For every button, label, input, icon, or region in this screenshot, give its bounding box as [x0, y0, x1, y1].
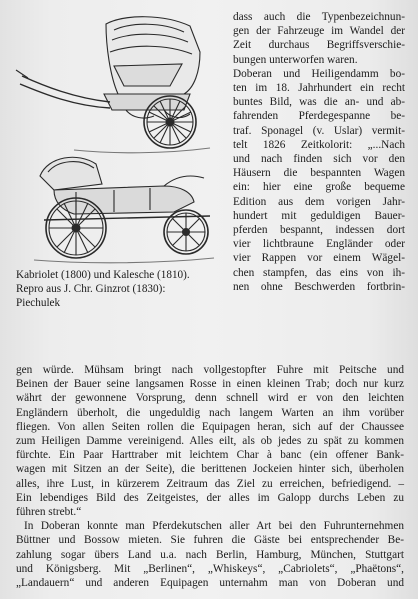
text-line: fliegen. Von allen Seiten rollen die Equipagen heran, sich auf der Chaussee — [16, 420, 404, 433]
text-line: wagen mit Sitzen an der Seite), die berittenen Jockeien hinter sich, überholen — [16, 463, 404, 476]
kabriolet-drawing — [16, 17, 210, 153]
text-line: nen ohne Beschwerden fortbrin- — [233, 280, 405, 293]
text-line: chen stampfen, das eins von ih- — [233, 266, 405, 279]
text-line: bungen unterworfen waren. — [233, 53, 358, 66]
text-line: fürchte. Ein Paar Harttraber mit leichtem Char à banc (ein offener Bank- — [16, 449, 404, 462]
text-line: ein: hier eine große bequeme — [233, 181, 405, 194]
text-line: In Doberan konnte man Pferdekutschen aller Art bei den Fuhrunternehmen — [24, 520, 404, 533]
text-line: alles, ihre Lust, in kürzerem Zeitraum das Ziel zu erreichen, befriedigend. – — [16, 477, 404, 490]
text-line: traf. Sponagel (v. Uslar) vermit- — [233, 124, 405, 137]
caption-line: Kabriolet (1800) und Kalesche (1810). — [16, 269, 190, 281]
text-line: und Königsberg. Mit „Berlinen“, „Whiskeys“, „Cabriolets“, „Phaëtons“, — [16, 562, 404, 575]
text-line: Doberan und Heiligendamm bo- — [233, 67, 405, 80]
text-line: Beinen der Bauer seine langsamen Rosse in einen kleinen Trab; doch nur kurz — [16, 378, 404, 391]
text-line: vier Rappen vor einem Wägel- — [233, 252, 405, 265]
text-line: dass auch die Typenbezeichnun- — [233, 11, 405, 23]
text-line: „Landauern“ und anderen Equipagen unternahm man von Doberan und — [16, 577, 404, 590]
text-line: telt 1826 Zeitkolorit: „...Nach — [233, 138, 405, 151]
text-line: buntes Bild, was die an- und ab- — [233, 96, 405, 109]
text-line: und nach finden sich vor den — [233, 153, 405, 166]
full-width-text — [16, 363, 404, 590]
text-line: Zeit durchaus Begriffsverschie- — [233, 39, 405, 52]
text-line: währt der gewonnene Vorsprung, denn schnell wird er von den leichten — [16, 392, 404, 405]
text-line: fahrenden Pferdegespanne be- — [233, 110, 405, 123]
text-line: gen der Fahrzeuge im Wandel der — [233, 25, 405, 38]
text-line: Häusern die bespannten Wagen — [233, 167, 405, 180]
text-line: Ein lebendiges Bild des Zeitgeistes, der alles im Galopp durchs Leben zu — [16, 491, 404, 504]
caption-line: Piechulek — [16, 297, 61, 310]
caption-line: Repro aus J. Chr. Ginzrot (1830): — [16, 283, 166, 296]
text-line: Edition aus dem vorigen Jahr- — [233, 195, 405, 208]
text-line: zahlung sogar übers Land u.a. nach Berlin, Hamburg, München, Stuttgart — [16, 548, 404, 561]
text-line: ten im 18. Jahrhundert ein recht — [233, 82, 405, 95]
text-line: gen würde. Mühsam bringt nach vollgestopfter Fuhre mit Peitsche und — [16, 364, 404, 376]
text-line: zum Heiligen Damme vereinigend. Alles eilt, als ob jedes zu spät zu kommen — [16, 435, 404, 448]
text-line: pferden bespannt, indessen dort — [233, 224, 405, 237]
text-line: Engländern überholt, die ungeduldig nach langem Warten an ihm vorüber — [16, 406, 404, 419]
right-text-column — [233, 10, 405, 294]
text-line: führen strebt.“ — [16, 506, 82, 519]
carriage-illustration — [14, 6, 218, 268]
text-line: Büttner und Bossow mieten. Sie fuhren die Gäste bei entsprechender Be- — [16, 534, 404, 547]
text-line: vier lichtbraune Engländer oder — [233, 238, 405, 251]
kalesche-drawing — [34, 157, 214, 263]
text-line: hundert mit geduldigen Bauer- — [233, 209, 405, 222]
figure-caption — [16, 268, 230, 311]
carriage-engraving-image — [14, 6, 218, 268]
